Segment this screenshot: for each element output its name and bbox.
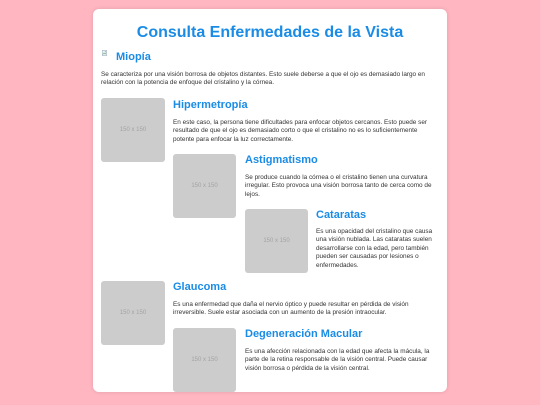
text-miopia: Se caracteriza por una visión borrosa de objetos distantes. Esto suele deberse a que el ojo es demasiado largo en relación con la potencia de enfoque del cristalino y la córnea. [101, 71, 425, 87]
heading-hipermetropia: Hipermetropía [173, 99, 248, 111]
text-degeneracion-macular: Es una afección relacionada con la edad que afecta la mácula, la parte de la retina responsable de la visión central. Puede causar visión borrosa o pérdida de la visión central. [245, 348, 430, 372]
text-hipermetropia: En este caso, la persona tiene dificultades para enfocar objetos cercanos. Esto puede ser resultado de que el ojo es demasiado corto o que el cristalino no es lo suficientemente potente para enfocar la luz correctamente. [173, 119, 428, 143]
heading-miopia: Miopía [116, 51, 151, 63]
heading-degeneracion-macular: Degeneración Macular [245, 328, 363, 340]
heading-glaucoma: Glaucoma [173, 281, 227, 293]
content-card [93, 9, 447, 392]
heading-cataratas: Cataratas [316, 209, 367, 221]
image-placeholder-astigmatismo: 150 x 150 [173, 154, 236, 218]
image-placeholder-cataratas: 150 x 150 [245, 209, 308, 273]
image-placeholder-degeneracion-macular: 150 x 150 [173, 328, 236, 392]
text-cataratas: Es una opacidad del cristalino que causa una visión nublada. Las cataratas suelen desarrollarse con la edad, pero también pueden ser causadas por lesiones o enfermedades. [316, 228, 433, 269]
image-placeholder-glaucoma: 150 x 150 [101, 281, 165, 345]
broken-image-icon [102, 50, 107, 56]
image-placeholder-hipermetropia: 150 x 150 [101, 98, 165, 162]
page-title: Consulta Enfermedades de la Vista [136, 24, 404, 41]
text-astigmatismo: Se produce cuando la córnea o el cristalino tienen una curvatura irregular. Esto provoca una visión borrosa tanto de cerca como de lejos. [245, 174, 432, 198]
heading-astigmatismo: Astigmatismo [245, 154, 318, 166]
text-glaucoma: Es una enfermedad que daña el nervio óptico y puede resultar en pérdida de visión irreversible. Suele estar asociada con un aumento de la presión intraocular. [173, 301, 409, 317]
